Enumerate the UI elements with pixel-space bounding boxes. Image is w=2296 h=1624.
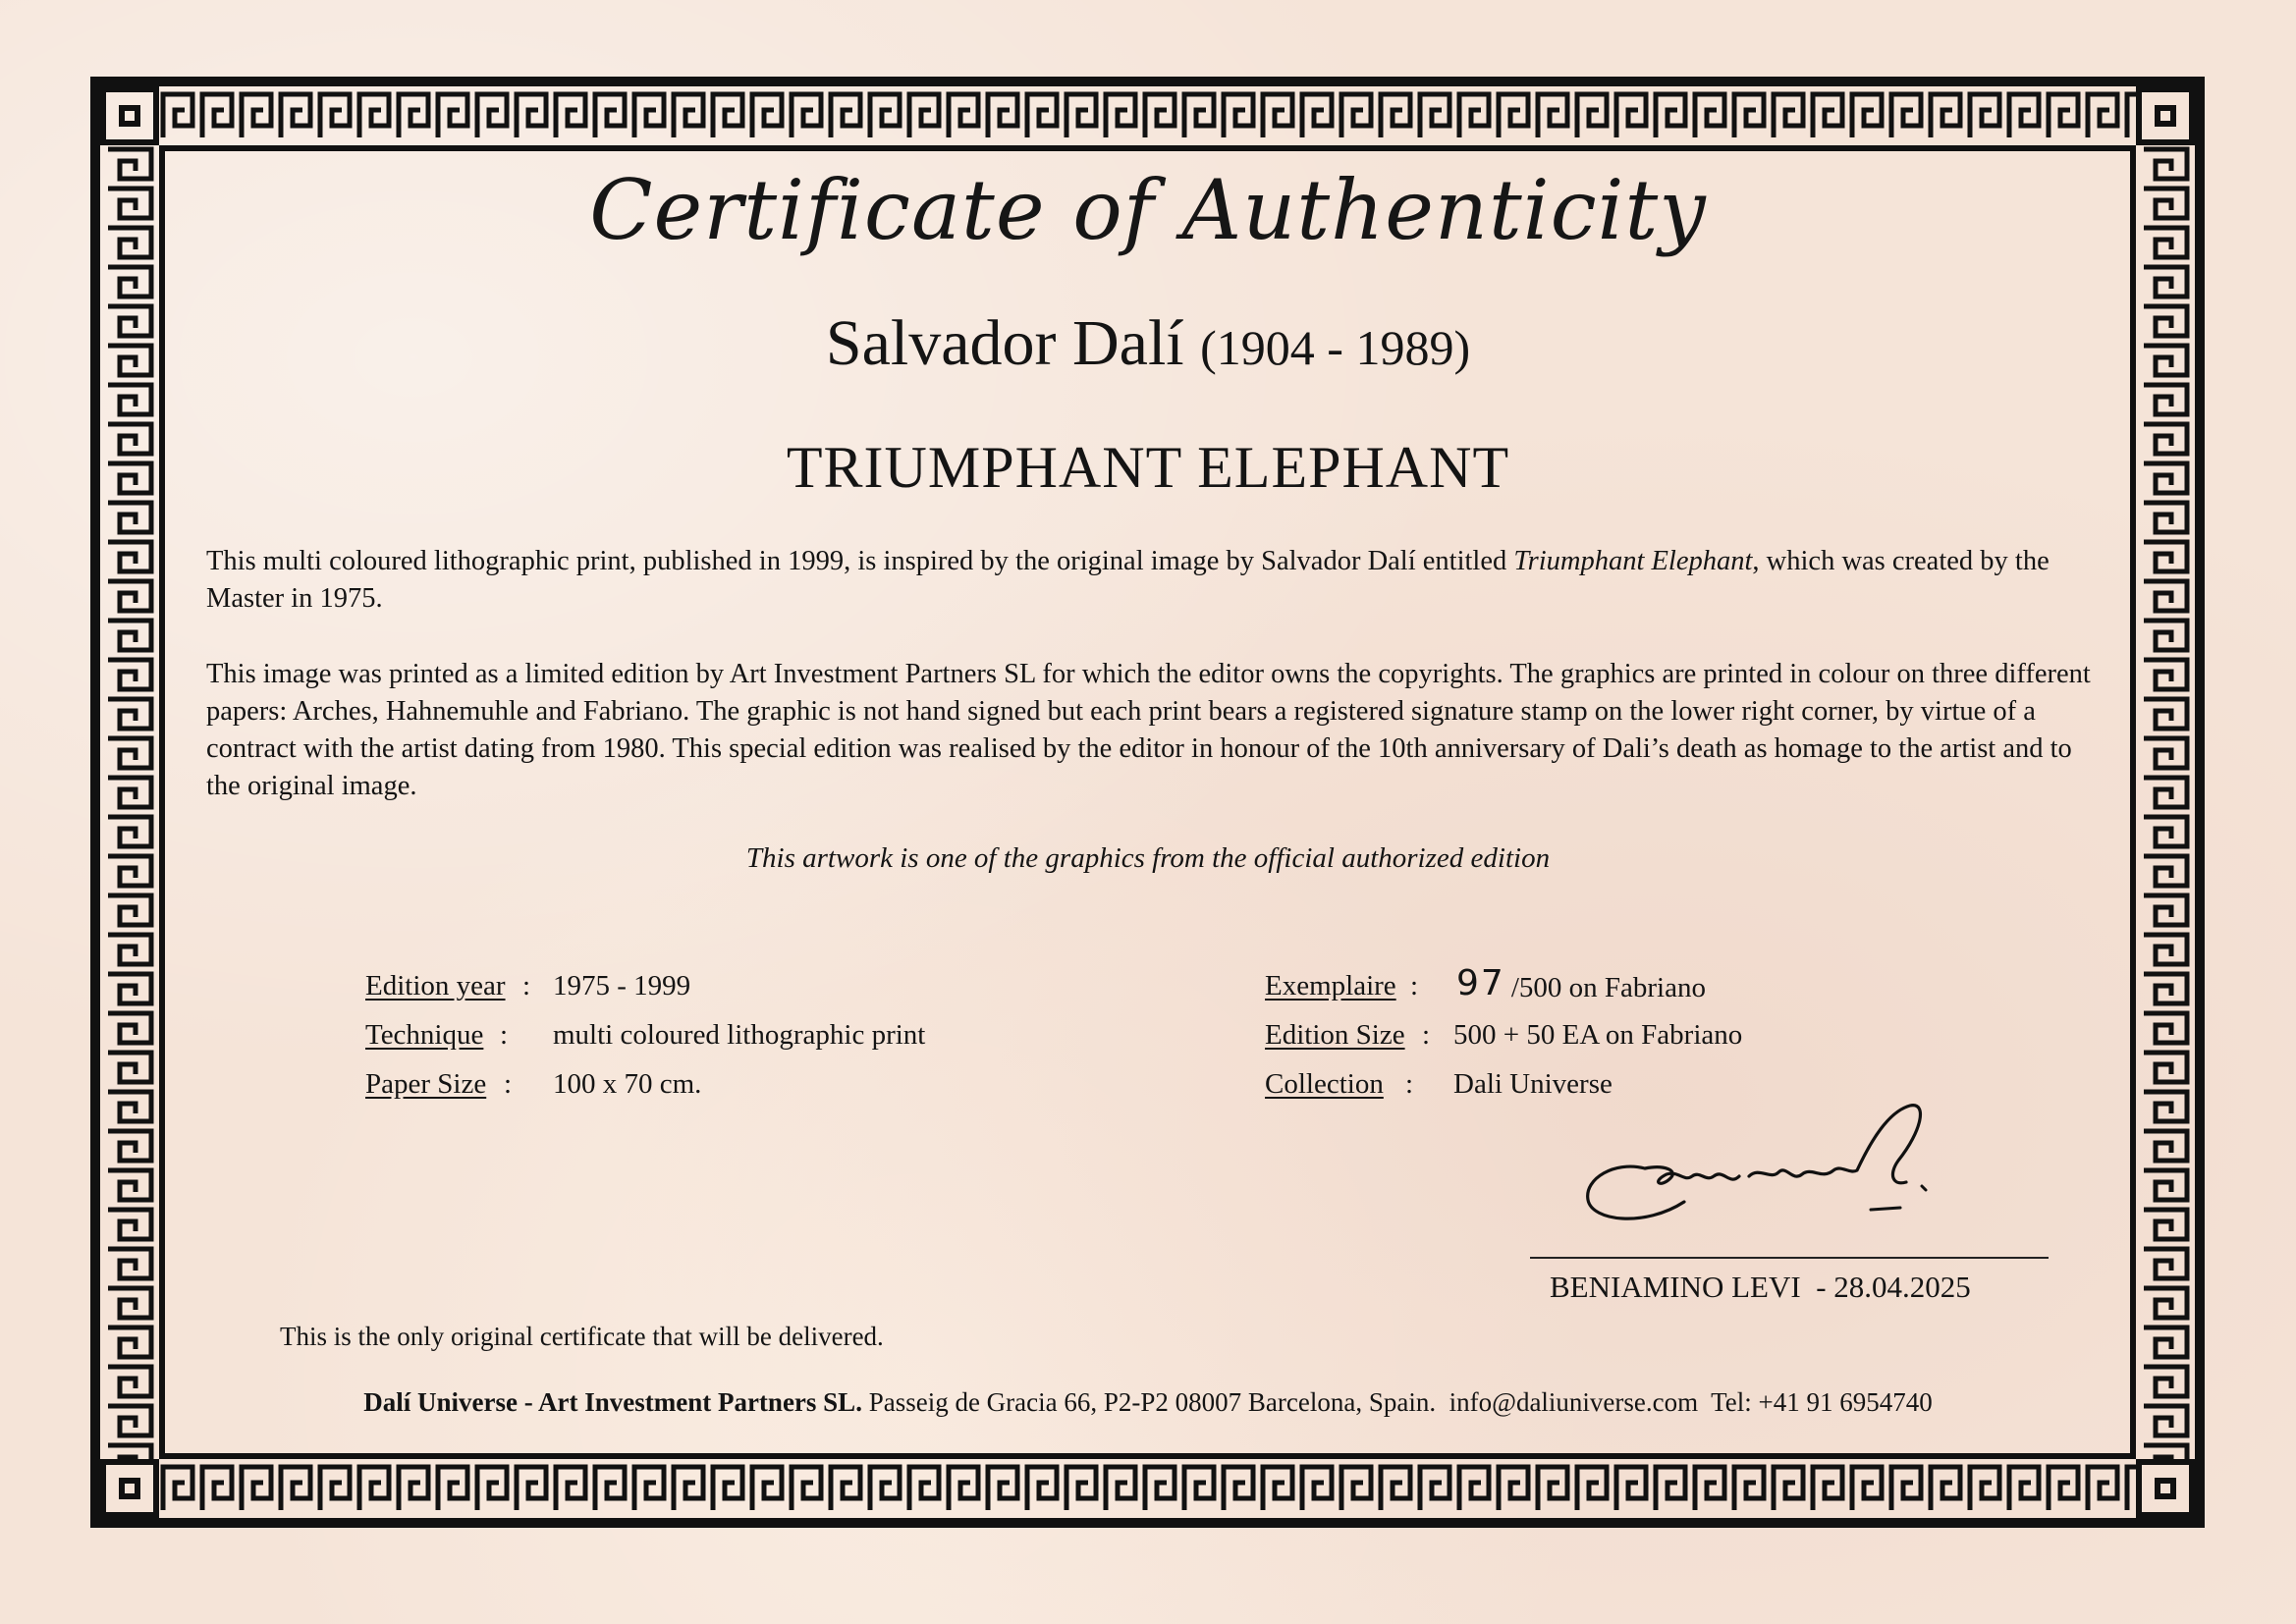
company-name: Dalí Universe - Art Investment Partners SL. xyxy=(363,1387,862,1417)
collection-label: Collection xyxy=(1265,1068,1384,1100)
footer-contact xyxy=(0,1387,2296,1418)
exemplaire-total: /500 on Fabriano xyxy=(1510,972,1706,1003)
collection-sep: : xyxy=(1405,1068,1414,1100)
edition-year-sep: : xyxy=(522,970,531,1001)
description-paragraph-1 xyxy=(206,543,2092,618)
company-address: Passeig de Gracia 66, P2-P2 08007 Barcelona, Spain. info@daliuniverse.com Tel: +41 91 6954740 xyxy=(861,1387,1933,1417)
edition-year-label: Edition year xyxy=(365,970,506,1001)
artist-line xyxy=(0,306,2296,381)
official-edition-note: This artwork is one of the graphics from the official authorized edition xyxy=(745,842,1551,874)
exemplaire-value xyxy=(1456,963,1706,1006)
handwritten-signature xyxy=(1576,1092,1969,1259)
paper-size-sep: : xyxy=(504,1068,513,1100)
description-paragraph-2: This image was printed as a limited edition by Art Investment Partners SL for which the editor owns the copyrights. The graphics are printed in colour on three different papers: Arches, Hahnemuhle and Fabriano. The graphic is not hand signed but each print bears a registered signature stamp on the lower right corner, by virtue of a contract with the artist dating from 1980. This special edition was realised by the editor in honour of the 10th anniversary of Dali’s death as homage to the artist and to the original image. xyxy=(206,659,2091,801)
frame-corner-top-left xyxy=(100,86,159,145)
edition-size-value: 500 + 50 EA on Fabriano xyxy=(1453,1019,1743,1051)
signer-name-date: BENIAMINO LEVI - 28.04.2025 xyxy=(1550,1270,1971,1304)
paper-size-label: Paper Size xyxy=(365,1068,487,1100)
handwritten-edition-number: 97 xyxy=(1456,963,1505,1003)
paper-size-value: 100 x 70 cm. xyxy=(553,1068,702,1100)
technique-sep: : xyxy=(500,1019,509,1051)
frame-corner-bottom-left xyxy=(100,1459,159,1518)
technique-label: Technique xyxy=(365,1019,484,1051)
edition-year-value: 1975 - 1999 xyxy=(553,970,691,1001)
artwork-title: TRIUMPHANT ELEPHANT xyxy=(786,435,1510,500)
exemplaire-sep: : xyxy=(1410,970,1419,1001)
paragraph-1-start: This multi coloured lithographic print, published in 1999, is inspired by the original image by Salvador Dalí entitled xyxy=(206,546,1514,576)
greek-key-band-bottom xyxy=(159,1459,2136,1518)
edition-size-label: Edition Size xyxy=(1265,1019,1405,1051)
technique-value: multi coloured lithographic print xyxy=(553,1019,926,1051)
exemplaire-label: Exemplaire xyxy=(1265,970,1396,1001)
greek-key-band-top xyxy=(159,86,2136,145)
artist-name: Salvador Dalí xyxy=(825,307,1184,379)
collection-value: Dali Universe xyxy=(1453,1068,1613,1100)
edition-size-sep: : xyxy=(1422,1019,1431,1051)
artwork-title-italic: Triumphant Elephant xyxy=(1513,546,1753,576)
certificate-heading: Certificate of Authenticity xyxy=(589,162,1707,258)
frame-corner-bottom-right xyxy=(2136,1459,2195,1518)
artist-years: (1904 - 1989) xyxy=(1200,320,1471,375)
paragraph-1-end: , which was created by the Master in 1975. xyxy=(206,546,2050,614)
only-certificate-note: This is the only original certificate that will be delivered. xyxy=(280,1322,884,1351)
frame-corner-top-right xyxy=(2136,86,2195,145)
signature-line xyxy=(1530,1257,2049,1259)
